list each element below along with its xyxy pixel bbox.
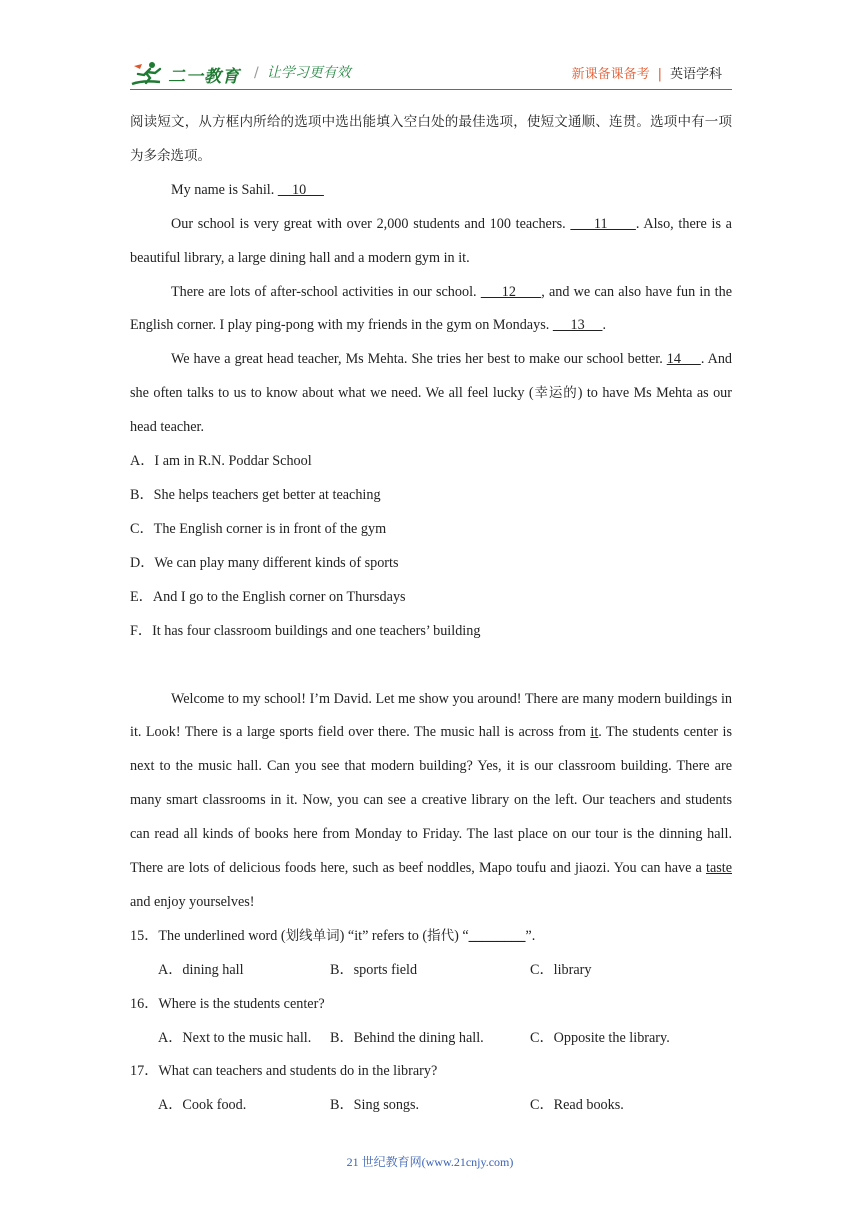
blank-13: 13 — [552, 317, 603, 334]
choice-c: C．Read books. — [530, 1097, 624, 1114]
option-b: B．She helps teachers get better at teaching — [130, 486, 381, 503]
page-footer: 21 世纪教育网(www.21cnjy.com) — [346, 1155, 514, 1169]
header-separator: | — [657, 67, 662, 82]
blank-14: 14 — [666, 351, 701, 368]
choice-a: A．dining hall — [158, 961, 244, 978]
passage1-paragraph-4 — [130, 343, 732, 445]
paragraph-text: and enjoy yourselves! — [130, 893, 255, 910]
passage1-paragraph-1 — [130, 174, 732, 208]
question-17: 17．What can teachers and students do in the library? — [130, 1063, 438, 1080]
question-text: 15．The underlined word ( — [130, 927, 286, 944]
option-e: E．And I go to the English corner on Thursdays — [130, 588, 406, 605]
chinese-gloss: 指代 — [427, 927, 455, 944]
underlined-word-it: it — [590, 724, 599, 741]
blank-11: 11 — [570, 215, 636, 232]
brand-logo — [130, 58, 240, 90]
logo-text: 二一教育 — [168, 66, 240, 87]
choice-c: C．library — [530, 961, 592, 978]
choice-b: B．sports field — [330, 961, 418, 978]
blank-10: 10 — [277, 181, 324, 198]
slogan — [254, 62, 351, 82]
choice-a: A．Next to the music hall. — [158, 1029, 312, 1046]
question-16: 16．Where is the students center? — [130, 995, 325, 1012]
paragraph-text: We have a great head teacher, Ms Mehta. She tries her best to make our school better. — [171, 351, 667, 368]
paragraph-text: Our school is very great with over 2,000 students and 100 teachers. — [171, 215, 571, 232]
passage1-paragraph-2 — [130, 208, 732, 276]
underlined-word-taste: taste — [706, 860, 732, 877]
passage1-paragraph-3 — [130, 276, 732, 344]
passage2 — [130, 683, 732, 920]
question-15 — [130, 920, 732, 954]
option-f: F．It has four classroom buildings and one teachers’ building — [130, 622, 481, 639]
paragraph-text: . And she often talks to us to know about what we need. We all feel lucky ( — [130, 351, 733, 402]
paragraph-text: . The students center is next to the music hall. Can you see that modern building? Yes, it is our classroom building. There are many smart classrooms in it. Now, you can see a creative library on the left. Our teachers and students can read all kinds of books here from Monday to Friday. The last place on our tour is the dinning hall. There are lots of delicious foods here, such as beef noddles, Mapo toufu and jiaozi. You can have a — [130, 724, 733, 877]
runner-logo-icon — [130, 60, 166, 88]
option-c: C．The English corner is in front of the gym — [130, 520, 387, 537]
paragraph-text: My name is Sahil. — [171, 181, 278, 198]
question-text: ”. — [525, 927, 536, 944]
question-text: ) “ — [454, 927, 469, 944]
page-header — [130, 58, 732, 90]
slogan-text: 让学习更有效 — [266, 65, 351, 81]
choice-b: B．Sing songs. — [330, 1097, 420, 1114]
question-16-choices — [130, 1022, 732, 1056]
paragraph-text: , and we can also have fun in the English corner. I play ping-pong with my friends in the gym on Mondays. — [130, 283, 732, 334]
header-tag-course: 新课备课备考 — [571, 67, 650, 82]
chinese-gloss: 幸运的 — [533, 385, 578, 402]
paragraph-text: . — [602, 317, 607, 334]
blank-12: 12 — [480, 283, 542, 300]
instruction: 阅读短文，从方框内所给的选项中选出能填入空白处的最佳选项，使短文通顺、连贯。选项中有一项为多余选项。 — [130, 114, 732, 164]
header-tag-subject: 英语学科 — [669, 67, 722, 82]
option-d: D．We can play many different kinds of sports — [130, 554, 399, 571]
question-15-choices — [130, 954, 732, 988]
choice-c: C．Opposite the library. — [530, 1029, 670, 1046]
paragraph-text: Welcome to my school! I’m David. Let me show you around! There are many modern buildings in it. Look! There is a large sports field over there. The music hall is across from — [130, 690, 732, 741]
slogan-slash: / — [254, 65, 259, 81]
worksheet-content — [130, 106, 732, 1123]
choice-a: A．Cook food. — [158, 1097, 247, 1114]
answer-blank: ________ — [468, 927, 526, 944]
section-gap — [130, 649, 732, 683]
paragraph-text: There are lots of after-school activities in our school. — [171, 283, 481, 300]
header-tags — [572, 63, 722, 82]
question-17-choices — [130, 1089, 732, 1123]
option-a: A．I am in R.N. Poddar School — [130, 453, 312, 470]
chinese-gloss: 划线单词 — [285, 927, 340, 944]
question-text: ) “it” refers to ( — [339, 927, 428, 944]
choice-b: B．Behind the dining hall. — [330, 1029, 484, 1046]
paragraph-text: . Also, there is a beautiful library, a large dining hall and a modern gym in it. — [130, 215, 732, 266]
paragraph-text: ) to have Ms Mehta as our head teacher. — [130, 385, 732, 436]
header-divider — [130, 89, 732, 90]
